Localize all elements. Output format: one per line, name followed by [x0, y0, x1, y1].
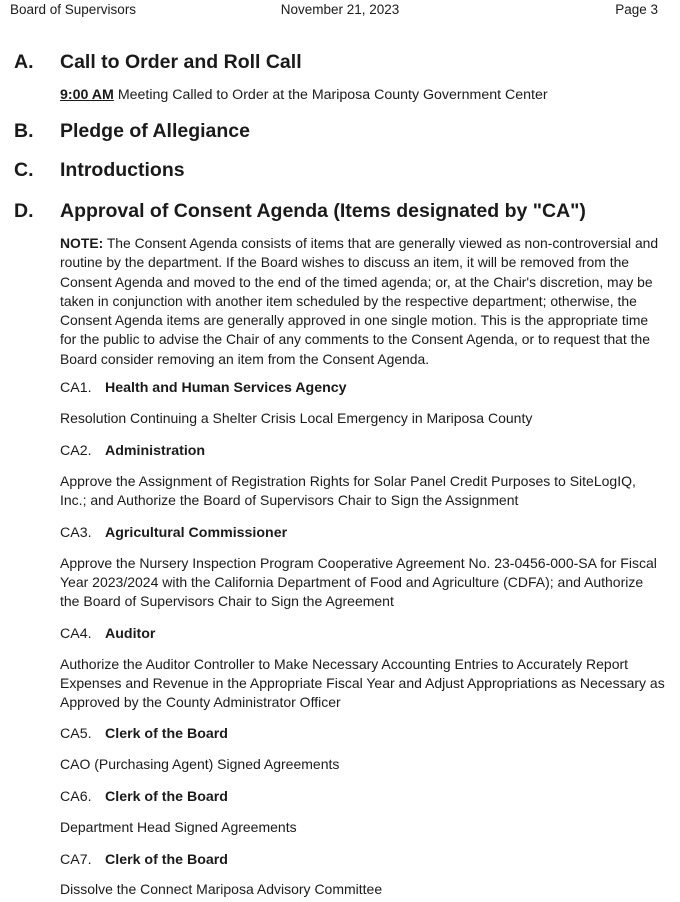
consent-item-heading — [60, 443, 205, 459]
consent-item-description: Resolution Continuing a Shelter Crisis Local Emergency in Mariposa County — [60, 410, 533, 426]
consent-agenda-note — [60, 234, 666, 369]
consent-item-department: Clerk of the Board — [105, 852, 228, 868]
section-a-title: Call to Order and Roll Call — [60, 51, 302, 73]
consent-item-heading — [60, 852, 228, 868]
note-label: NOTE: — [60, 235, 104, 251]
section-d-letter: D. — [14, 200, 34, 222]
section-b-title: Pledge of Allegiance — [60, 120, 250, 142]
consent-item-number: CA6. — [60, 789, 92, 805]
note-text: The Consent Agenda consists of items that are generally viewed as non-controversial and routine by the department. If the Board wishes to discuss an item, it will be removed from the Consent Agenda and moved to the end of the timed agenda; or, at the Chair's discretion, may be taken in conjunction with another item scheduled by the respective department; otherwise, the Consent Agenda items are generally approved in one single motion. This is the appropriate time for the public to advise the Chair of any comments to the Consent Agenda, or to request that the Board consider removing an item from the Consent Agenda. — [60, 235, 659, 367]
consent-item-department: Clerk of the Board — [105, 789, 228, 805]
consent-item-heading — [60, 525, 287, 541]
section-c-title: Introductions — [60, 159, 185, 181]
header-board-name: Board of Supervisors — [10, 2, 137, 17]
consent-item-number: CA4. — [60, 626, 92, 642]
consent-item-description: CAO (Purchasing Agent) Signed Agreements — [60, 756, 340, 772]
consent-item-number: CA3. — [60, 525, 92, 541]
consent-item-department: Agricultural Commissioner — [105, 525, 288, 541]
consent-item-department: Health and Human Services Agency — [105, 380, 347, 396]
section-d-title: Approval of Consent Agenda (Items designated by "CA") — [60, 200, 586, 222]
consent-item-heading — [60, 626, 155, 642]
call-to-order-time: 9:00 AM — [60, 87, 114, 103]
section-b-letter: B. — [14, 120, 34, 142]
consent-item-department: Administration — [105, 443, 206, 459]
consent-item-description: Approve the Assignment of Registration Rights for Solar Panel Credit Purposes to SiteLogIQ, Inc.; and Authorize the Board of Supervisors Chair to Sign the Assignment — [60, 473, 636, 508]
consent-item-number: CA5. — [60, 726, 92, 742]
consent-item-heading — [60, 726, 228, 742]
call-to-order-text: Meeting Called to Order at the Mariposa County Government Center — [113, 87, 548, 103]
consent-item-description: Dissolve the Connect Mariposa Advisory Committee — [60, 881, 383, 897]
consent-item-description: Department Head Signed Agreements — [60, 819, 297, 835]
header-date: November 21, 2023 — [280, 2, 400, 17]
consent-item-description: Approve the Nursery Inspection Program Cooperative Agreement No. 23-0456-000-SA for Fiscal Year 2023/2024 with the California Department of Food and Agriculture (CDFA); and Authorize the Board of Supervisors Chair to Sign the Agreement — [60, 555, 657, 609]
consent-item-number: CA7. — [60, 852, 92, 868]
consent-item-description: Authorize the Auditor Controller to Make Necessary Accounting Entries to Accurately Report Expenses and Revenue in the Appropriate Fiscal Year and Adjust Appropriations as Necessary as Approved by the County Administrator Officer — [60, 656, 665, 710]
consent-item-heading — [60, 380, 347, 396]
consent-item-heading — [60, 789, 228, 805]
consent-item-department: Auditor — [105, 626, 156, 642]
consent-item-number: CA2. — [60, 443, 92, 459]
consent-item-number: CA1. — [60, 380, 92, 396]
consent-item-department: Clerk of the Board — [105, 726, 228, 742]
section-a-letter: A. — [14, 51, 34, 73]
section-c-letter: C. — [14, 159, 34, 181]
call-to-order-line — [60, 87, 548, 103]
header-page-number: Page 3 — [615, 2, 658, 17]
